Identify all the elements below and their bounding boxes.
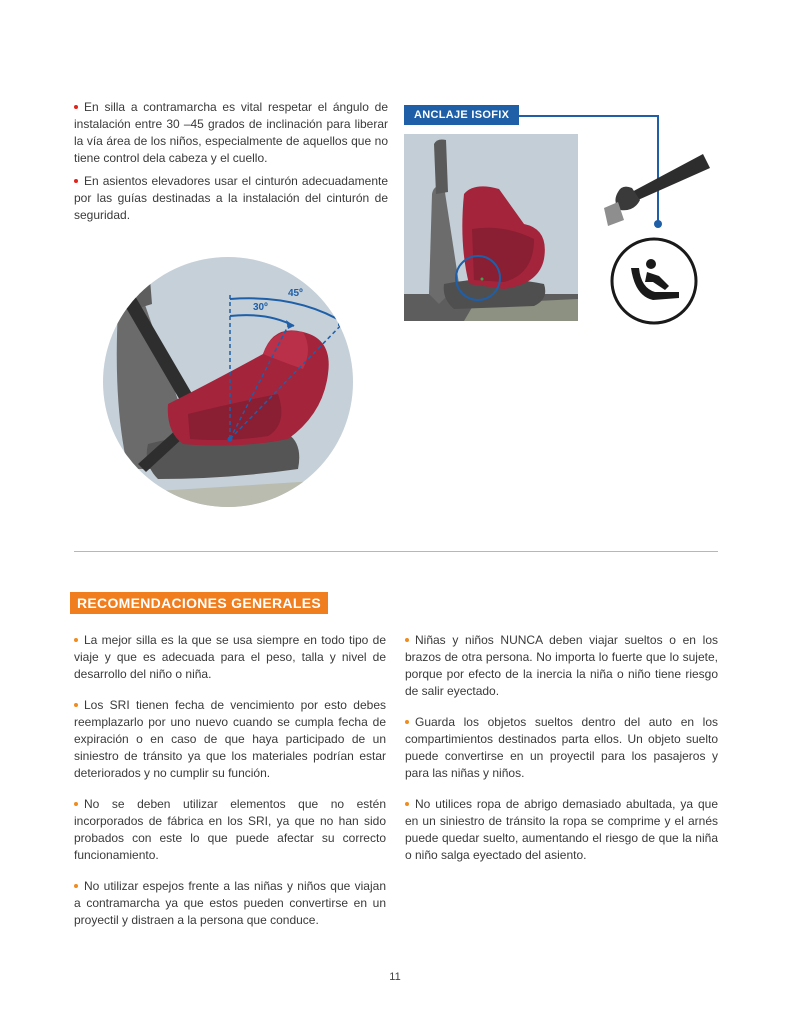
rec-right-1: [405, 632, 718, 700]
bullet-icon: [74, 703, 78, 707]
isofix-seat-photo: [404, 134, 578, 321]
bullet-icon: [74, 179, 78, 183]
rec-right-3-text: No utilices ropa de abrigo demasiado abultada, ya que en un siniestro de tránsito la ropa se comprime y el arnés puede quedar suelto, aumentando el riesgo de que la niña o niño salga eyectado del asiento.: [405, 797, 718, 862]
bullet-icon: [74, 638, 78, 642]
section-title: RECOMENDACIONES GENERALES: [70, 592, 328, 614]
rec-left-3: [74, 796, 386, 864]
rec-right-3: [405, 796, 718, 864]
angle-label-30: 30º: [253, 302, 268, 313]
bullet-icon: [405, 720, 409, 724]
bullet-icon: [74, 884, 78, 888]
top-bullet-2-text: En asientos elevadores usar el cinturón adecuadamente por las guías destinadas a la instalación del cinturón de seguridad.: [74, 174, 388, 222]
section-divider: [74, 551, 718, 552]
angle-label-45: 45º: [288, 288, 303, 299]
rec-left-1: [74, 632, 386, 683]
left-column: [74, 632, 386, 929]
bullet-icon: [74, 802, 78, 806]
rear-facing-seat-illustration: [88, 254, 368, 512]
rec-right-1-text: Niñas y niños NUNCA deben viajar sueltos o en los brazos de otra persona. No importa lo fuerte que lo sujete, porque por efecto de la inercia la niña o niño tiene riesgo de salir eyectado.: [405, 633, 718, 698]
rec-left-4-text: No utilizar espejos frente a las niñas y niños que viajan a contramarcha ya que estos pueden convertirse en un proyectil y distraen a la persona que conduce.: [74, 879, 386, 927]
rec-right-2: [405, 714, 718, 782]
child-seat-isofix-icon: [609, 236, 699, 326]
bullet-icon: [405, 802, 409, 806]
top-bullet-1-text: En silla a contramarcha es vital respetar el ángulo de instalación entre 30 –45 grados de inclinación para liberar la vía área de los niños, especialmente de aquellos que no tiene control dela cabeza y el cuello.: [74, 100, 388, 165]
isofix-label: ANCLAJE ISOFIX: [404, 105, 519, 125]
rec-left-3-text: No se deben utilizar elementos que no estén incorporados de fábrica en los SRI, ya que no han sido probados con este lo que puede afectar su correcto funcionamiento.: [74, 797, 386, 862]
right-column: [405, 632, 718, 864]
isofix-anchor-hand-illustration: [598, 150, 710, 230]
rec-left-2-text: Los SRI tienen fecha de vencimiento por esto debes reemplazarlo por uno nuevo cuando se cumpla fecha de expiración o en caso de que haya participado de un siniestro de tránsito ya que los materiales podrían estar deteriorados y no cumplir su función.: [74, 698, 386, 780]
page-number: 11: [389, 971, 401, 983]
bullet-icon: [74, 105, 78, 109]
rec-left-2: [74, 697, 386, 782]
top-text-block: [74, 99, 388, 224]
rec-right-2-text: Guarda los objetos sueltos dentro del auto en los compartimientos destinados parta ellos. Un objeto suelto puede convertirse en un proyectil para los pasajeros y para las niñas y niños.: [405, 715, 718, 780]
top-bullet-1: [74, 99, 388, 167]
rec-left-1-text: La mejor silla es la que se usa siempre en todo tipo de viaje y que es adecuada para el peso, talla y nivel de desarrollo del niño o niña.: [74, 633, 386, 681]
bullet-icon: [405, 638, 409, 642]
top-bullet-2: [74, 173, 388, 224]
rec-left-4: [74, 878, 386, 929]
